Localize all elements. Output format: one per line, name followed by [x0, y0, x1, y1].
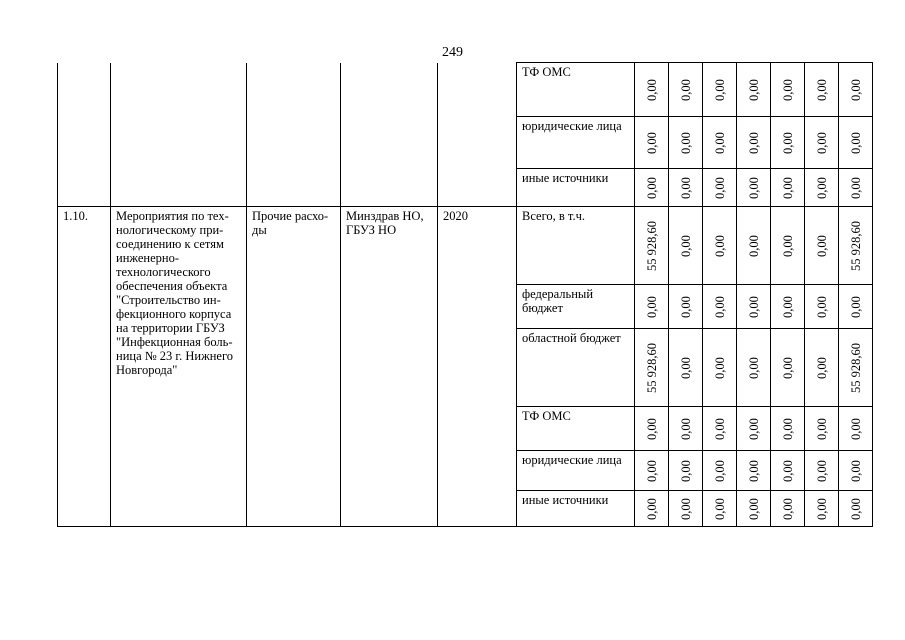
- value-text: 0,00: [814, 295, 829, 318]
- value-text: 0,00: [644, 417, 659, 440]
- value-cell: [635, 169, 669, 207]
- value-cell: [703, 329, 737, 407]
- expense-type-line: ды: [252, 223, 267, 237]
- value-text: 0,00: [848, 131, 863, 154]
- value-text: 0,00: [780, 78, 795, 101]
- value-text: 0,00: [780, 176, 795, 199]
- item-name-line: ница № 23 г. Нижнего: [116, 349, 234, 363]
- source-cell: ТФ ОМС: [517, 407, 635, 451]
- value-text: 0,00: [780, 459, 795, 482]
- value-text: 0,00: [848, 497, 863, 520]
- budget-table: [57, 62, 873, 527]
- value-cell: [839, 169, 873, 207]
- value-text: 0,00: [746, 497, 761, 520]
- value-text: 0,00: [814, 234, 829, 257]
- value-text: 55 928,60: [644, 220, 659, 271]
- value-cell: [669, 207, 703, 285]
- executor-line: Минздрав НО,: [346, 209, 424, 223]
- value-cell: [703, 207, 737, 285]
- value-text: 0,00: [678, 131, 693, 154]
- value-cell: [635, 117, 669, 169]
- value-cell: [669, 451, 703, 491]
- year: 2020: [438, 207, 517, 527]
- empty-cell: [438, 63, 517, 207]
- value-text: 0,00: [746, 176, 761, 199]
- value-text: 0,00: [746, 459, 761, 482]
- value-cell: [737, 169, 771, 207]
- source-cell: юридические лица: [517, 117, 635, 169]
- item-name: [111, 207, 247, 527]
- value-text: 0,00: [678, 78, 693, 101]
- value-cell: [669, 407, 703, 451]
- empty-cell: [341, 63, 438, 207]
- table-row: [58, 207, 873, 285]
- source-cell: федеральный бюджет: [517, 285, 635, 329]
- value-text: 0,00: [644, 176, 659, 199]
- value-cell: [839, 117, 873, 169]
- value-cell: [839, 63, 873, 117]
- value-text: 0,00: [678, 176, 693, 199]
- value-cell: [703, 63, 737, 117]
- value-text: 0,00: [814, 131, 829, 154]
- value-cell: [771, 451, 805, 491]
- expense-type: [247, 207, 341, 527]
- item-name-line: фекционного корпуса: [116, 307, 232, 321]
- value-cell: [635, 329, 669, 407]
- value-cell: [805, 491, 839, 527]
- item-name-line: технологического: [116, 265, 211, 279]
- value-cell: [839, 329, 873, 407]
- value-text: 0,00: [848, 459, 863, 482]
- item-name-line: "Инфекционная боль-: [116, 335, 233, 349]
- value-text: 55 928,60: [644, 342, 659, 393]
- value-text: 0,00: [746, 417, 761, 440]
- expense-type-line: Прочие расхо-: [252, 209, 329, 223]
- value-cell: [771, 285, 805, 329]
- value-text: 0,00: [644, 131, 659, 154]
- value-text: 0,00: [746, 356, 761, 379]
- value-cell: [669, 329, 703, 407]
- value-cell: [669, 491, 703, 527]
- value-cell: [737, 285, 771, 329]
- value-cell: [669, 63, 703, 117]
- value-text: 55 928,60: [848, 220, 863, 271]
- value-text: 0,00: [848, 417, 863, 440]
- value-cell: [635, 63, 669, 117]
- value-text: 0,00: [678, 234, 693, 257]
- value-cell: [669, 285, 703, 329]
- value-cell: [839, 407, 873, 451]
- source-cell: ТФ ОМС: [517, 63, 635, 117]
- value-text: 0,00: [678, 356, 693, 379]
- empty-cell: [247, 63, 341, 207]
- item-number: 1.10.: [58, 207, 111, 527]
- value-text: 0,00: [678, 459, 693, 482]
- value-text: 0,00: [712, 417, 727, 440]
- value-cell: [805, 407, 839, 451]
- value-cell: [737, 117, 771, 169]
- value-cell: [703, 169, 737, 207]
- value-text: 0,00: [780, 417, 795, 440]
- value-cell: [805, 285, 839, 329]
- value-text: 0,00: [644, 459, 659, 482]
- item-name-line: "Строительство ин-: [116, 293, 221, 307]
- value-cell: [805, 451, 839, 491]
- value-text: 0,00: [746, 78, 761, 101]
- source-cell: иные источники: [517, 169, 635, 207]
- item-name-line: нологическому при-: [116, 223, 224, 237]
- value-text: 0,00: [712, 497, 727, 520]
- value-text: 0,00: [814, 356, 829, 379]
- value-cell: [839, 207, 873, 285]
- value-text: 0,00: [848, 176, 863, 199]
- value-cell: [771, 207, 805, 285]
- page-number: 249: [442, 45, 463, 60]
- value-cell: [839, 285, 873, 329]
- value-cell: [703, 451, 737, 491]
- value-text: 55 928,60: [848, 342, 863, 393]
- value-text: 0,00: [712, 176, 727, 199]
- value-cell: [635, 207, 669, 285]
- value-text: 0,00: [644, 78, 659, 101]
- item-name-line: обеспечения объекта: [116, 279, 228, 293]
- value-cell: [805, 117, 839, 169]
- value-text: 0,00: [780, 497, 795, 520]
- value-cell: [737, 63, 771, 117]
- value-cell: [703, 117, 737, 169]
- value-cell: [805, 329, 839, 407]
- value-cell: [771, 169, 805, 207]
- value-text: 0,00: [712, 459, 727, 482]
- value-cell: [635, 285, 669, 329]
- value-cell: [771, 63, 805, 117]
- table-body: [58, 63, 873, 527]
- item-name-line: инженерно-: [116, 251, 179, 265]
- value-cell: [703, 285, 737, 329]
- value-text: 0,00: [712, 356, 727, 379]
- empty-cell: [58, 63, 111, 207]
- value-text: 0,00: [712, 234, 727, 257]
- value-cell: [669, 169, 703, 207]
- value-cell: [669, 117, 703, 169]
- source-cell: юридические лица: [517, 451, 635, 491]
- value-text: 0,00: [746, 295, 761, 318]
- value-text: 0,00: [746, 234, 761, 257]
- value-cell: [703, 407, 737, 451]
- empty-cell: [111, 63, 247, 207]
- value-text: 0,00: [780, 131, 795, 154]
- value-cell: [737, 491, 771, 527]
- value-text: 0,00: [814, 497, 829, 520]
- value-cell: [805, 207, 839, 285]
- value-text: 0,00: [814, 176, 829, 199]
- value-text: 0,00: [780, 234, 795, 257]
- value-cell: [737, 329, 771, 407]
- value-text: 0,00: [712, 78, 727, 101]
- source-cell: областной бюджет: [517, 329, 635, 407]
- value-text: 0,00: [814, 78, 829, 101]
- executor-line: ГБУЗ НО: [346, 223, 397, 237]
- value-cell: [635, 491, 669, 527]
- value-text: 0,00: [780, 295, 795, 318]
- value-text: 0,00: [746, 131, 761, 154]
- value-text: 0,00: [678, 497, 693, 520]
- value-text: 0,00: [644, 295, 659, 318]
- value-text: 0,00: [712, 131, 727, 154]
- value-text: 0,00: [848, 295, 863, 318]
- value-cell: [771, 329, 805, 407]
- value-cell: [839, 451, 873, 491]
- item-name-line: Мероприятия по тех-: [116, 209, 229, 223]
- value-cell: [805, 169, 839, 207]
- value-cell: [703, 491, 737, 527]
- value-cell: [635, 407, 669, 451]
- value-text: 0,00: [814, 459, 829, 482]
- table-row: [58, 63, 873, 117]
- source-cell: иные источники: [517, 491, 635, 527]
- value-text: 0,00: [678, 417, 693, 440]
- value-cell: [771, 491, 805, 527]
- value-cell: [805, 63, 839, 117]
- source-cell: Всего, в т.ч.: [517, 207, 635, 285]
- value-cell: [635, 451, 669, 491]
- value-cell: [839, 491, 873, 527]
- item-name-line: Новгорода": [116, 363, 178, 377]
- value-text: 0,00: [780, 356, 795, 379]
- value-cell: [771, 407, 805, 451]
- value-text: 0,00: [814, 417, 829, 440]
- value-text: 0,00: [848, 78, 863, 101]
- value-cell: [737, 451, 771, 491]
- value-text: 0,00: [644, 497, 659, 520]
- value-text: 0,00: [712, 295, 727, 318]
- item-name-line: на территории ГБУЗ: [116, 321, 225, 335]
- value-cell: [737, 407, 771, 451]
- value-text: 0,00: [678, 295, 693, 318]
- executor: [341, 207, 438, 527]
- item-name-line: соединению к сетям: [116, 237, 224, 251]
- value-cell: [771, 117, 805, 169]
- value-cell: [737, 207, 771, 285]
